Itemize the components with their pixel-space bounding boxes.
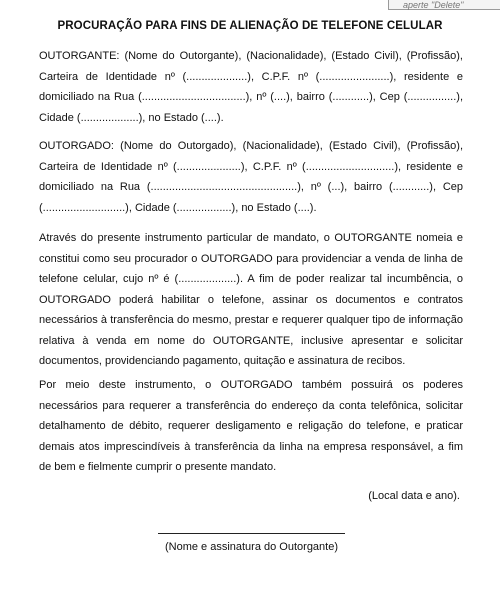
delete-hint-box: aperte "Delete": [388, 0, 500, 10]
powers-paragraph: Por meio deste instrumento, o OUTORGADO também possuirá os poderes necessários para requerer a transferência do endereço da conta telefônica, solicitar detalhamento de débito, requerer desligamento e religação do telefone, e praticar demais atos imprescindíveis à transferência da linha na empresa responsável, a fim de bem e fielmente cumprir o presente mandato.: [39, 379, 463, 473]
signature-label: (Nome e assinatura do Outorgante): [164, 541, 339, 553]
mandate-paragraph: Através do presente instrumento particular de mandato, o OUTORGANTE nomeia e constitui como seu procurador o OUTORGADO para providenciar a venda de linha de telefone celular, cujo nº é (...................). A fim de poder realizar tal incumbência, o OUTORGADO poderá habilitar o telefone, assinar os documentos e contratos necessários à transferência do mesmo, prestar e requerer qualquer tipo de informação relativa à venda em nome do OUTORGANTE, inclusive apresentar e solicitar documentos, providenciando pagamento, quitação e assinatura de recibos.: [39, 232, 463, 367]
outorgante-paragraph: OUTORGANTE: (Nome do Outorgante), (Nacionalidade), (Estado Civil), (Profissão), Carteira de Identidade nº (....................), C.P.F. nº (.......................), residente e domiciliado na Rua (..................................), nº (....), bairro (............), Cep (................), Cidade (...................), no Estado (....).: [39, 50, 463, 124]
place-date-line: (Local data e ano).: [368, 490, 460, 502]
outorgado-paragraph: OUTORGADO: (Nome do Outorgado), (Nacionalidade), (Estado Civil), (Profissão), Carteira de Identidade nº (.....................), C.P.F. nº (.............................), residente e domiciliado na Rua (................................................), nº (...), bairro (............), Cep (...........................), Cidade (..................), no Estado (....).: [39, 140, 463, 214]
signature-line: [158, 533, 345, 534]
document-title: PROCURAÇÃO PARA FINS DE ALIENAÇÃO DE TELEFONE CELULAR: [57, 20, 443, 32]
